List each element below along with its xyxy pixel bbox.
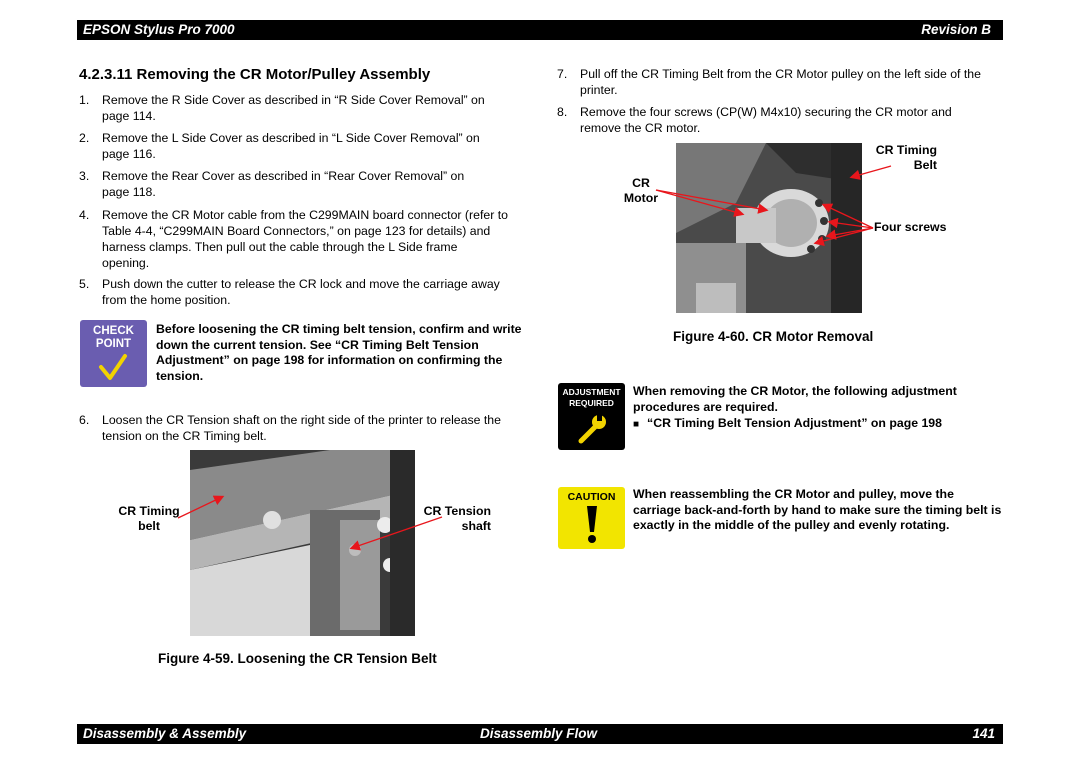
label-line: Belt (913, 158, 937, 172)
step-text-line: tension on the CR Timing belt. (102, 429, 267, 443)
adjustment-badge-label: ADJUSTMENT (562, 387, 621, 397)
check-point-note (156, 322, 528, 384)
step-text-line: Table 4-4, “C299MAIN Board Connectors,” on page 123 for details) and (102, 224, 491, 238)
step-text-line: Loosen the CR Tension shaft on the right side of the printer to release the (102, 413, 501, 427)
header-product: EPSON Stylus Pro 7000 (83, 22, 235, 37)
wrench-icon (575, 411, 609, 445)
note-line: When removing the CR Motor, the following adjustment (633, 384, 957, 398)
step-number: 7. (557, 67, 568, 81)
exclamation-icon (584, 505, 600, 545)
check-badge-label: POINT (95, 338, 132, 350)
label-line: CR (632, 176, 650, 190)
cr-motor-photo (676, 143, 862, 313)
page-number: 141 (972, 726, 995, 741)
step-5 (79, 276, 529, 308)
label-line: belt (138, 519, 160, 533)
adjustment-badge-label: REQUIRED (569, 398, 614, 408)
step-text-line: Pull off the CR Timing Belt from the CR Motor pulley on the left side of the (580, 67, 981, 81)
note-line: When reassembling the CR Motor and pulley, move the (633, 487, 954, 501)
note-line: tension. (156, 368, 204, 383)
step-text-line: opening. (102, 256, 150, 270)
header-bar (77, 20, 1003, 40)
cr-tension-photo (190, 450, 415, 636)
label-cr-timing-belt-2 (873, 143, 937, 173)
check-badge-label: CHECK (93, 325, 134, 337)
check-point-badge (80, 320, 147, 387)
figure-60-caption: Figure 4-60. CR Motor Removal (673, 329, 874, 344)
label-line: CR Tension (423, 504, 491, 518)
step-6 (79, 412, 529, 444)
label-cr-timing-belt (118, 504, 180, 534)
step-text-line: page 118. (102, 185, 156, 199)
label-line: shaft (461, 519, 491, 533)
footer-section: Disassembly Flow (480, 726, 598, 741)
step-number: 5. (79, 277, 90, 291)
footer-chapter: Disassembly & Assembly (83, 726, 247, 741)
step-text-line: page 114. (102, 109, 156, 123)
step-number: 3. (79, 169, 90, 183)
step-text-line: Push down the cutter to release the CR lock and move the carriage away (102, 277, 500, 291)
figure-59-caption: Figure 4-59. Loosening the CR Tension Belt (158, 651, 437, 666)
label-cr-motor (620, 176, 662, 206)
caution-badge (558, 487, 625, 549)
section-title: 4.2.3.11 Removing the CR Motor/Pulley Assembly (79, 66, 431, 83)
step-text-line: printer. (580, 83, 618, 97)
header-revision: Revision B (921, 22, 991, 37)
bullet-icon: ■ (633, 419, 640, 430)
adjustment-required-badge (558, 383, 625, 450)
step-8 (557, 104, 1007, 136)
checkmark-icon (98, 352, 128, 382)
label-four-screws: Four screws (874, 220, 947, 234)
step-text-line: Remove the L Side Cover as described in “L Side Cover Removal” on (102, 131, 480, 145)
step-text-line: harness clamps. Then pull out the cable through the L Side frame (102, 240, 458, 254)
label-cr-tension-shaft (421, 504, 491, 534)
step-number: 8. (557, 105, 568, 119)
step-text-line: remove the CR motor. (580, 121, 701, 135)
note-line: carriage back-and-forth by hand to make sure the timing belt is (633, 502, 1002, 517)
caution-badge-label: CAUTION (567, 491, 616, 503)
step-number: 2. (79, 131, 90, 145)
footer-bar (77, 724, 1003, 744)
step-text-line: Remove the Rear Cover as described in “Rear Cover Removal” on (102, 169, 465, 183)
caution-note (633, 487, 1003, 534)
label-line: Motor (623, 191, 659, 205)
step-number: 6. (79, 413, 90, 427)
adjustment-bullet: “CR Timing Belt Tension Adjustment” on page 198 (647, 416, 942, 430)
step-text-line: Remove the R Side Cover as described in “R Side Cover Removal” on (102, 93, 485, 107)
step-7 (557, 66, 1007, 98)
step-text-line: Remove the four screws (CP(W) M4x10) securing the CR motor and (580, 105, 952, 119)
step-text-line: from the home position. (102, 293, 231, 307)
note-line: down the current tension. See “CR Timing Belt Tension (156, 337, 479, 352)
step-text-line: page 116. (102, 147, 156, 161)
step-2 (79, 130, 529, 162)
step-4 (79, 207, 529, 271)
step-1 (79, 92, 529, 124)
label-line: CR Timing (118, 504, 180, 518)
note-line: procedures are required. (633, 399, 778, 414)
label-line: CR Timing (875, 143, 937, 157)
step-text-line: Remove the CR Motor cable from the C299MAIN board connector (refer to (102, 208, 508, 222)
note-line: Adjustment” on page 198 for information on confirming the (156, 353, 503, 367)
step-number: 1. (79, 93, 90, 107)
adjustment-note (633, 384, 1003, 433)
step-3 (79, 168, 529, 200)
step-number: 4. (79, 208, 90, 222)
note-line: exactly in the middle of the pulley and evenly rotating. (633, 518, 950, 532)
note-line: Before loosening the CR timing belt tension, confirm and write (156, 322, 522, 336)
